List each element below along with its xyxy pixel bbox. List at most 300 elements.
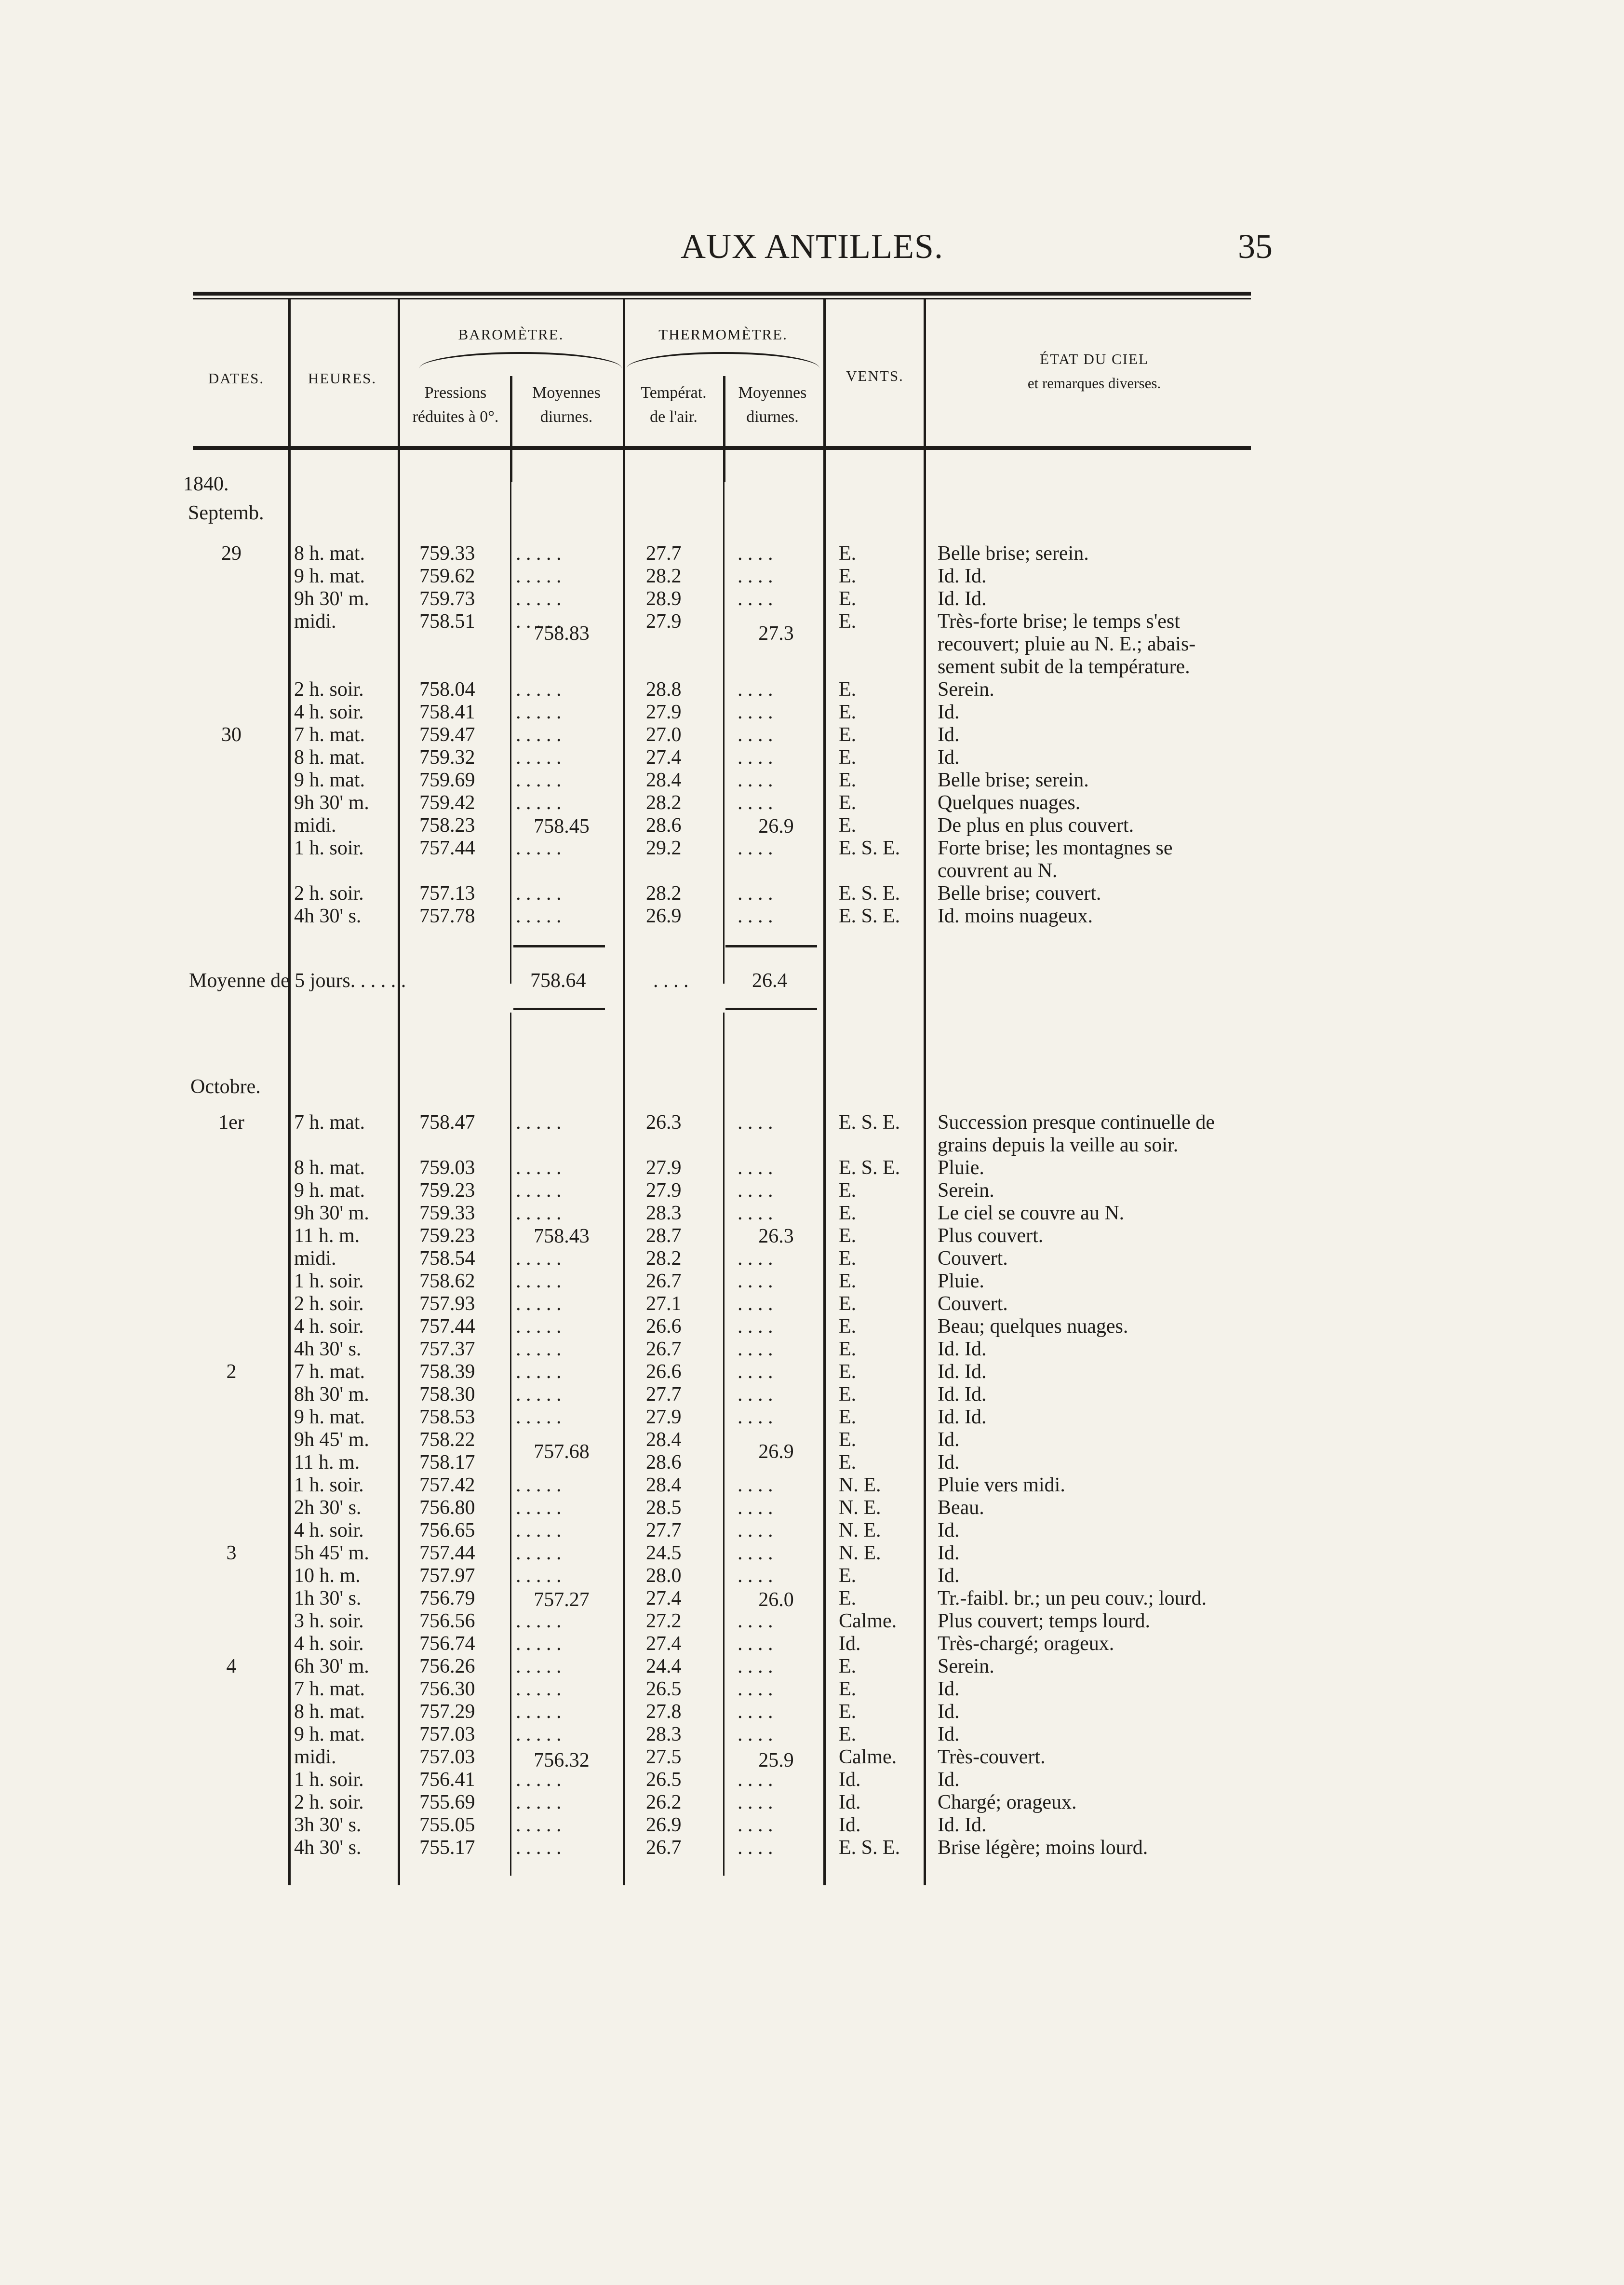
table-row [0,701,1624,723]
row-temperature: 26.3 [646,1111,682,1134]
row-pression: 758.51 [419,610,475,633]
row-pression: 757.44 [419,1315,475,1338]
row-pression: 757.03 [419,1723,475,1745]
row-dots-thermo: . . . . [738,1814,773,1836]
row-heure: 11 h. m. [294,1451,360,1474]
row-dots-baro: . . . . . [516,1519,562,1541]
row-vent: E. [839,610,857,633]
moyenne-temp-value: 26.4 [752,970,788,992]
row-dots-baro: . . . . . [516,1814,562,1836]
row-heure: 9h 30' m. [294,1202,369,1224]
thermometre-brace [627,352,819,368]
row-dots-baro: . . . . . [516,1474,562,1496]
row-dots-baro: . . . . . [516,1247,562,1270]
row-dots-thermo: . . . . [738,1565,773,1587]
row-etat: Id. [938,746,960,769]
row-dots-baro: . . . . . [516,1565,562,1587]
row-pression: 759.32 [419,746,475,769]
row-vent: E. [839,1655,857,1677]
row-temperature: 27.7 [646,1383,682,1406]
row-dots-baro: . . . . . [516,1723,562,1745]
row-pression: 755.05 [419,1814,475,1836]
table-row [0,1157,1624,1179]
moyenne-rule-baro [513,945,605,947]
row-dots-baro: . . . . . [516,1769,562,1791]
table-row [0,1610,1624,1632]
row-temperature: 28.6 [646,1451,682,1474]
row-vent: E. [839,1383,857,1406]
row-heure: 3 h. soir. [294,1610,364,1632]
month-sept-label: Septemb. [188,502,264,524]
row-heure: 9 h. mat. [294,565,365,587]
row-vent: E. [839,565,857,587]
row-etat: Quelques nuages. [938,792,1081,814]
row-pression: 759.62 [419,565,475,587]
row-temperature: 28.4 [646,1429,682,1451]
row-temperature: 28.2 [646,792,682,814]
row-date: 30 [221,724,242,746]
row-dots-thermo: . . . . [738,1315,773,1338]
row-dots-thermo: . . . . [738,837,773,859]
row-heure: 2h 30' s. [294,1497,362,1519]
row-vent: E. [839,701,857,723]
row-dots-thermo: . . . . [738,1791,773,1813]
row-temperature: 26.9 [646,905,682,927]
barometre-brace [419,352,622,368]
row-pression: 758.23 [419,814,475,837]
row-etat: Beau. [938,1497,984,1519]
row-pression: 759.03 [419,1157,475,1179]
row-heure: 2 h. soir. [294,882,364,905]
moy-baro-30: 758.45 [534,815,590,838]
row-heure: 1 h. soir. [294,1769,364,1791]
row-dots-thermo: . . . . [738,724,773,746]
table-row [0,1542,1624,1564]
row-heure: 7 h. mat. [294,1678,365,1700]
table-row [0,1814,1624,1836]
table-row [0,1406,1624,1428]
moyenne-rule-baro-2 [513,1008,605,1010]
row-dots-thermo: . . . . [738,701,773,723]
row-etat: Id. Id. [938,565,987,587]
row-dots-baro: . . . . . [516,1497,562,1519]
row-dots-baro: . . . . . [516,565,562,587]
row-etat: Serein. [938,1655,994,1677]
table-row [0,678,1624,701]
row-etat: Id. [938,1723,960,1745]
row-etat: couvrent au N. [938,860,1058,882]
row-dots-baro: . . . . . [516,1202,562,1224]
row-dots-thermo: . . . . [738,1474,773,1496]
diurnes-label: diurnes. [540,408,593,426]
row-dots-thermo: . . . . [738,1769,773,1791]
row-etat: Belle brise; couvert. [938,882,1101,905]
row-temperature: 27.8 [646,1701,682,1723]
row-dots-baro: . . . . . [516,1157,562,1179]
row-pression: 759.42 [419,792,475,814]
table-row [0,1202,1624,1224]
row-etat: Pluie vers midi. [938,1474,1065,1496]
row-pression: 758.17 [419,1451,475,1474]
col-dates-header: DATES. [208,370,265,387]
table-row [0,656,1624,678]
row-pression: 759.23 [419,1179,475,1202]
row-vent: E. [839,1202,857,1224]
col-vents-header: VENTS. [846,367,904,384]
row-temperature: 26.6 [646,1361,682,1383]
row-heure: 8h 30' m. [294,1383,369,1406]
row-temperature: 24.5 [646,1542,682,1564]
row-date: 1er [218,1111,244,1134]
row-pression: 758.41 [419,701,475,723]
row-dots-thermo: . . . . [738,1633,773,1655]
row-etat: Pluie. [938,1270,984,1292]
table-row [0,1474,1624,1496]
row-pression: 758.53 [419,1406,475,1428]
row-temperature: 27.0 [646,724,682,746]
row-vent: N. E. [839,1519,881,1541]
row-temperature: 26.2 [646,1791,682,1813]
row-temperature: 27.4 [646,1587,682,1609]
page-number: 35 [1238,227,1273,266]
table-row [0,724,1624,746]
row-etat: Id. [938,1542,960,1564]
row-etat: Succession presque continuelle de [938,1111,1215,1134]
row-dots-baro: . . . . . [516,610,562,633]
row-vent: Id. [839,1791,861,1813]
row-heure: 1 h. soir. [294,837,364,859]
moy-temp-30: 26.9 [758,815,794,838]
row-temperature: 27.1 [646,1293,682,1315]
row-etat: Forte brise; les montagnes se [938,837,1173,859]
row-pression: 757.78 [419,905,475,927]
row-vent: E. [839,1678,857,1700]
row-heure: 8 h. mat. [294,542,365,565]
table-row [0,1633,1624,1655]
row-temperature: 28.3 [646,1202,682,1224]
table-row [0,905,1624,927]
row-temperature: 27.7 [646,1519,682,1541]
row-temperature: 26.7 [646,1270,682,1292]
col-pressions-header [400,381,511,429]
row-heure: 8 h. mat. [294,1157,365,1179]
row-pression: 757.44 [419,1542,475,1564]
row-temperature: 27.4 [646,746,682,769]
row-pression: 758.47 [419,1111,475,1134]
row-vent: Id. [839,1633,861,1655]
row-dots-baro: . . . . . [516,1791,562,1813]
row-vent: E. [839,792,857,814]
row-etat: Id. Id. [938,1383,987,1406]
row-temperature: 28.4 [646,1474,682,1496]
moyenne-rule-thermo [725,945,817,947]
row-vent: E. [839,1723,857,1745]
row-heure: midi. [294,610,336,633]
row-dots-baro: . . . . . [516,1678,562,1700]
row-vent: E. S. E. [839,1111,900,1134]
row-dots-thermo: . . . . [738,1678,773,1700]
row-etat: Id. Id. [938,1361,987,1383]
row-dots-baro: . . . . . [516,1179,562,1202]
row-dots-thermo: . . . . [738,905,773,927]
row-temperature: 27.9 [646,701,682,723]
pressions-label: Pressions [424,384,487,402]
row-dots-thermo: . . . . [738,542,773,565]
row-etat: Id. [938,1769,960,1791]
row-temperature: 26.5 [646,1769,682,1791]
row-heure: 7 h. mat. [294,1361,365,1383]
row-temperature: 24.4 [646,1655,682,1677]
row-pression: 756.30 [419,1678,475,1700]
row-heure: 9h 45' m. [294,1429,369,1451]
moy-temp-oct4: 25.9 [758,1749,794,1771]
row-temperature: 26.6 [646,1315,682,1338]
moy-temp-29: 27.3 [758,622,794,645]
row-dots-thermo: . . . . [738,1293,773,1315]
row-dots-baro: . . . . . [516,1837,562,1859]
page-header-title: AUX ANTILLES. [681,227,943,266]
table-row [0,1338,1624,1360]
row-pression: 756.65 [419,1519,475,1541]
row-pression: 757.97 [419,1565,475,1587]
row-dots-baro: . . . . . [516,678,562,701]
row-dots-baro: . . . . . [516,1655,562,1677]
table-row [0,1701,1624,1723]
row-heure: midi. [294,814,336,837]
row-etat: Id. [938,1678,960,1700]
row-heure: 4h 30' s. [294,1338,362,1360]
row-heure: 9 h. mat. [294,769,365,791]
row-heure: 4 h. soir. [294,1315,364,1338]
row-vent: N. E. [839,1542,881,1564]
col-etat-header [926,347,1263,395]
row-dots-baro: . . . . . [516,724,562,746]
row-dots-baro: . . . . . [516,1383,562,1406]
row-etat: Id. Id. [938,1338,987,1360]
row-dots-thermo: . . . . [738,1497,773,1519]
row-date: 29 [221,542,242,565]
row-heure: 2 h. soir. [294,678,364,701]
row-dots-thermo: . . . . [738,1338,773,1360]
row-dots-thermo: . . . . [738,882,773,905]
row-vent: E. [839,1293,857,1315]
table-row [0,882,1624,905]
table-row [0,1678,1624,1700]
row-dots-thermo: . . . . [738,1111,773,1134]
row-pression: 759.47 [419,724,475,746]
row-dots-thermo: . . . . [738,1542,773,1564]
row-etat: Serein. [938,1179,994,1202]
row-dots-thermo: . . . . [738,1610,773,1632]
row-heure: 9h 30' m. [294,792,369,814]
moy-temp-oct3: 26.0 [758,1589,794,1611]
row-heure: 2 h. soir. [294,1293,364,1315]
row-pression: 758.22 [419,1429,475,1451]
row-temperature: 27.9 [646,1157,682,1179]
table-row [0,1247,1624,1270]
row-pression: 755.69 [419,1791,475,1813]
row-dots-thermo: . . . . [738,1361,773,1383]
temperat-label: Températ. [641,384,707,402]
row-pression: 759.73 [419,588,475,610]
row-etat: De plus en plus couvert. [938,814,1134,837]
row-date: 4 [226,1655,237,1677]
row-etat: Id. [938,1701,960,1723]
row-dots-thermo: . . . . [738,1837,773,1859]
row-temperature: 26.7 [646,1338,682,1360]
row-date: 3 [226,1542,237,1564]
row-heure: 9h 30' m. [294,588,369,610]
row-vent: Id. [839,1769,861,1791]
row-dots-baro: . . . . . [516,542,562,565]
row-etat: Plus couvert. [938,1225,1044,1247]
row-dots-thermo: . . . . [738,565,773,587]
table-row [0,1179,1624,1202]
top-rule-thin [193,298,1251,299]
row-vent: E. [839,1179,857,1202]
row-heure: 1 h. soir. [294,1270,364,1292]
table-row [0,1293,1624,1315]
row-heure: midi. [294,1746,336,1768]
row-temperature: 27.9 [646,1406,682,1428]
row-vent: Id. [839,1814,861,1836]
row-pression: 757.93 [419,1293,475,1315]
row-heure: 7 h. mat. [294,1111,365,1134]
month-oct-label: Octobre. [190,1076,261,1098]
row-dots-baro: . . . . . [516,905,562,927]
row-dots-thermo: . . . . [738,1247,773,1270]
row-heure: 8 h. mat. [294,1701,365,1723]
row-temperature: 29.2 [646,837,682,859]
row-dots-baro: . . . . . [516,1270,562,1292]
row-pression: 758.04 [419,678,475,701]
row-temperature: 27.7 [646,542,682,565]
row-heure: 3h 30' s. [294,1814,362,1836]
moyenne-dots: . . . . [653,970,689,992]
row-etat: Id. Id. [938,1814,987,1836]
moy-temp-oct2: 26.9 [758,1441,794,1463]
row-etat: recouvert; pluie au N. E.; abais- [938,633,1196,655]
row-etat: Id. [938,701,960,723]
etat-label: ÉTAT DU CIEL [1040,351,1149,367]
row-dots-baro: . . . . . [516,1633,562,1655]
table-row [0,746,1624,769]
row-dots-thermo: . . . . [738,588,773,610]
row-vent: E. [839,769,857,791]
table-row [0,1361,1624,1383]
row-pression: 757.37 [419,1338,475,1360]
row-pression: 756.56 [419,1610,475,1632]
row-etat: Id. [938,1519,960,1541]
row-pression: 756.26 [419,1655,475,1677]
table-row [0,1270,1624,1292]
row-temperature: 26.7 [646,1837,682,1859]
row-temperature: 28.0 [646,1565,682,1587]
row-vent: E. [839,1406,857,1428]
col-heures-header: HEURES. [308,370,377,387]
row-vent: E. [839,1587,857,1609]
temperat-label-2: de l'air. [650,408,698,426]
row-dots-baro: . . . . . [516,1406,562,1428]
row-etat: Le ciel se couvre au N. [938,1202,1125,1224]
row-etat: Id. Id. [938,588,987,610]
vline-baro-mid [510,376,512,482]
row-heure: 10 h. m. [294,1565,361,1587]
row-dots-thermo: . . . . [738,1270,773,1292]
row-heure: 1 h. soir. [294,1474,364,1496]
row-dots-baro: . . . . . [516,1315,562,1338]
row-pression: 756.79 [419,1587,475,1609]
row-dots-thermo: . . . . [738,1202,773,1224]
table-row [0,1655,1624,1677]
row-temperature: 28.9 [646,588,682,610]
row-etat: Couvert. [938,1247,1008,1270]
row-heure: 6h 30' m. [294,1655,369,1677]
moy-baro-oct2: 757.68 [534,1441,590,1463]
row-heure: 4h 30' s. [294,1837,362,1859]
moy-temp-oct1: 26.3 [758,1225,794,1247]
row-etat: Belle brise; serein. [938,769,1089,791]
row-dots-thermo: . . . . [738,678,773,701]
moy-baro-29: 758.83 [534,622,590,645]
row-heure: 9 h. mat. [294,1723,365,1745]
row-temperature: 27.9 [646,1179,682,1202]
moy-baro-oct3: 757.27 [534,1589,590,1611]
row-dots-thermo: . . . . [738,1179,773,1202]
row-etat: Id. [938,1429,960,1451]
row-etat: Très-chargé; orageux. [938,1633,1114,1655]
row-temperature: 28.6 [646,814,682,837]
etat-label-2: et remarques diverses. [1027,375,1161,392]
row-vent: E. [839,1429,857,1451]
row-heure: 7 h. mat. [294,724,365,746]
row-pression: 757.13 [419,882,475,905]
row-dots-thermo: . . . . [738,1406,773,1428]
row-pression: 757.03 [419,1746,475,1768]
row-heure: 9 h. mat. [294,1406,365,1428]
vline-thermo-mid [723,376,725,482]
row-dots-thermo: . . . . [738,792,773,814]
row-pression: 756.74 [419,1633,475,1655]
row-heure: 2 h. soir. [294,1791,364,1813]
table-row [0,1723,1624,1745]
row-dots-baro: . . . . . [516,1111,562,1134]
row-vent: E. S. E. [839,1837,900,1859]
barometre-header: BAROMÈTRE. [458,326,564,343]
row-vent: E. [839,1270,857,1292]
row-temperature: 28.3 [646,1723,682,1745]
row-dots-thermo: . . . . [738,769,773,791]
table-row [0,837,1624,859]
row-heure: 4 h. soir. [294,1633,364,1655]
row-vent: E. [839,1451,857,1474]
row-dots-baro: . . . . . [516,837,562,859]
row-dots-baro: . . . . . [516,1542,562,1564]
row-heure: midi. [294,1247,336,1270]
row-temperature: 27.4 [646,1633,682,1655]
table-row [0,860,1624,882]
row-vent: E. [839,814,857,837]
table-row [0,1497,1624,1519]
row-heure: 1h 30' s. [294,1587,362,1609]
moyennes-label: Moyennes [532,384,601,402]
row-etat: Brise légère; moins lourd. [938,1837,1148,1859]
row-vent: E. [839,678,857,701]
table-row [0,1134,1624,1156]
row-vent: E. [839,542,857,565]
row-vent: E. [839,1225,857,1247]
row-temperature: 28.5 [646,1497,682,1519]
